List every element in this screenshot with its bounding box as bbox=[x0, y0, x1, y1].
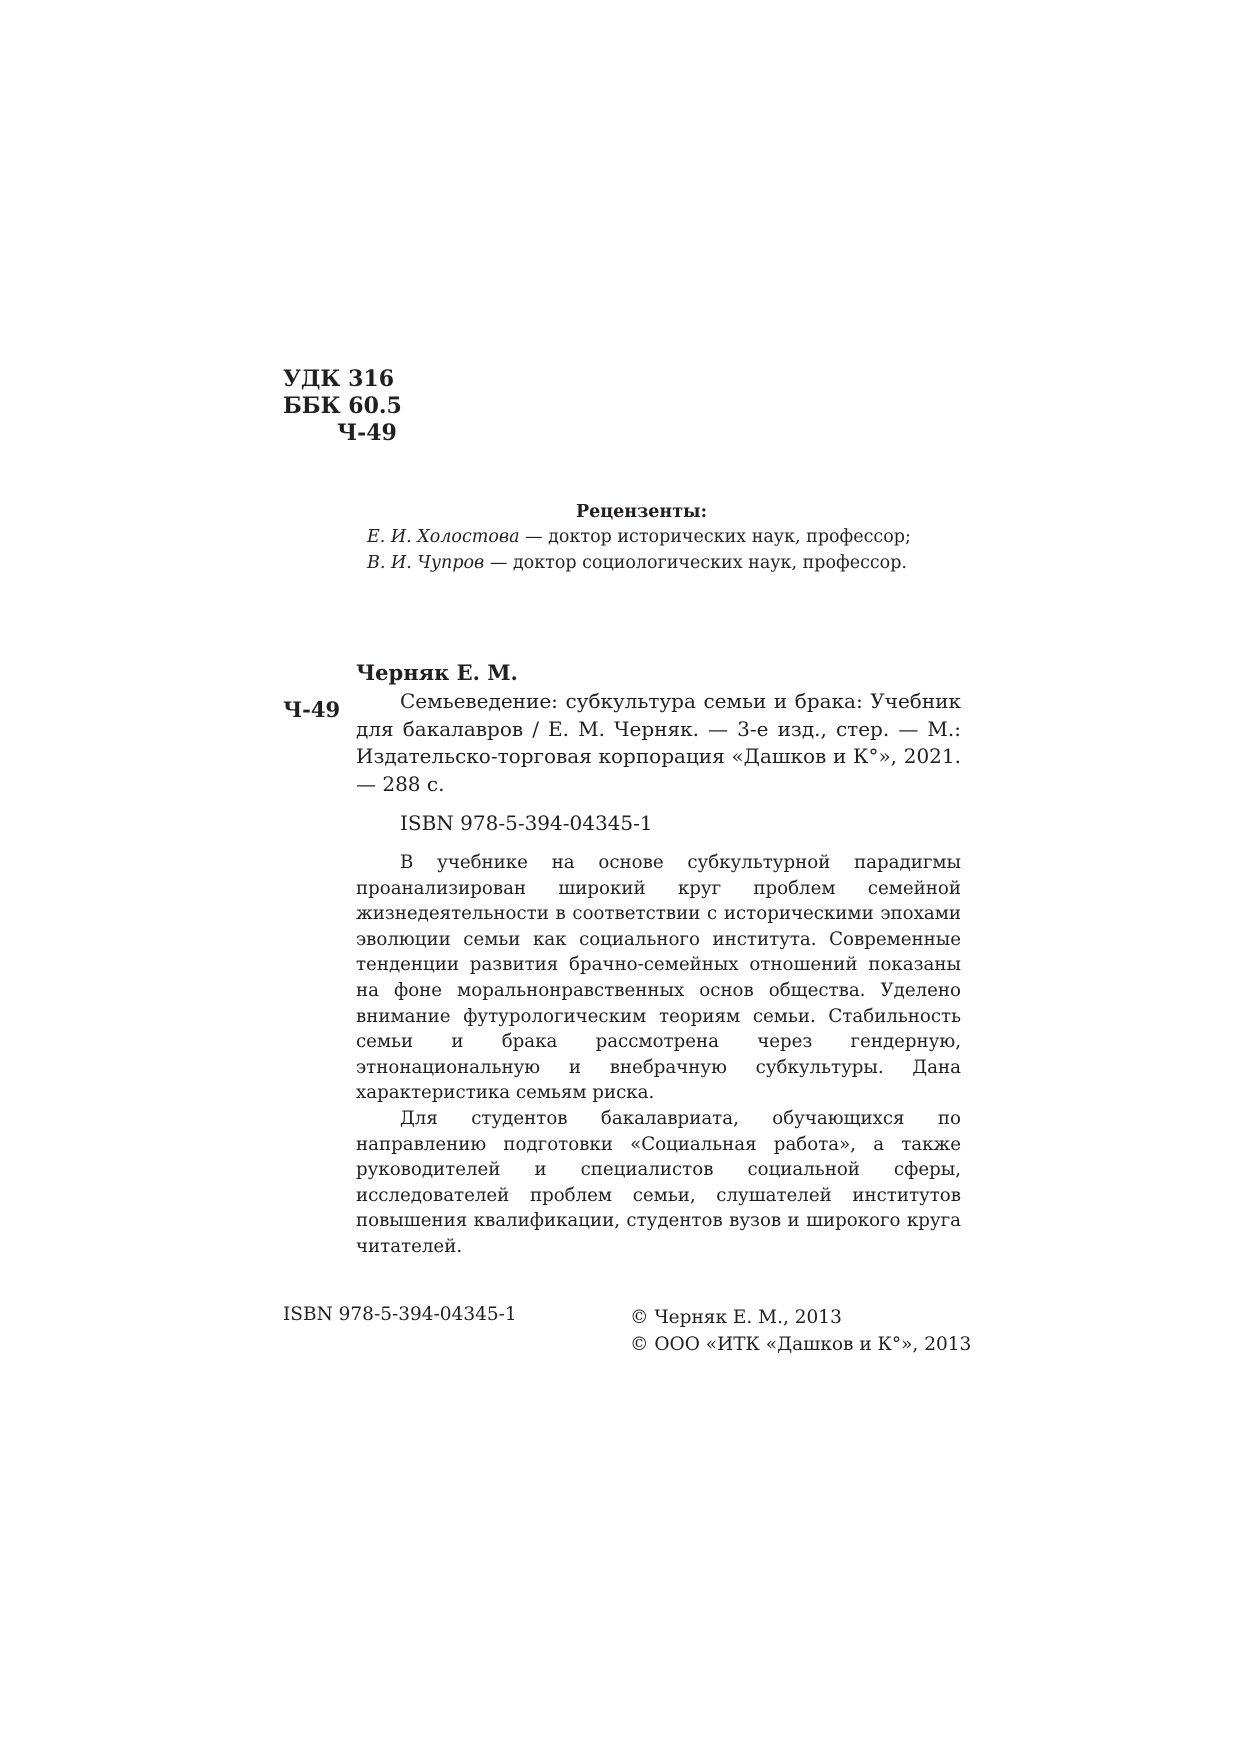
reviewer-2 bbox=[367, 551, 907, 576]
reviewer-2-name: В. И. Чупров bbox=[367, 553, 485, 573]
abstract-paragraph: В учебнике на основе субкультурной парадигмы проанализирован широкий круг проблем семейной жизнедеятельности в соответствии с историческими эпохами эволюции семьи как социального института. Современные тенденции развития брачно-семейных отношений показаны на фоне моральнонравственных основ общества. Уделено внимание футурологическим теориям семьи. Стабильность семьи и брака рассмотрена через гендерную, этнонациональную и внебрачную субкультуры. Дана характеристика семьям риска. bbox=[356, 852, 961, 1104]
footer-isbn: ISBN 978-5-394-04345-1 bbox=[283, 1304, 517, 1325]
record-isbn: ISBN 978-5-394-04345-1 bbox=[400, 811, 653, 835]
reviewer-2-role: — доктор социологических наук, профессор. bbox=[489, 553, 907, 573]
classification-codes bbox=[283, 366, 402, 447]
description-text: Семьеведение: субкультура семьи и брака: Учебник для бакалавров / Е. М. Черняк. — 3-е изд., стер. — М.: Издательско-торговая корпорация «Дашков и К°», 2021. — 288 с. bbox=[356, 689, 961, 796]
copyright-author: © Черняк Е. М., 2013 bbox=[630, 1307, 842, 1328]
udc-code: УДК 316 bbox=[283, 366, 395, 392]
bbk-code: ББК 60.5 bbox=[283, 393, 402, 419]
reviewer-1-role: — доктор исторических наук, профессор; bbox=[525, 527, 911, 547]
reviewers-block bbox=[0, 500, 1241, 573]
copyright-publisher: © ООО «ИТК «Дашков и К°», 2013 bbox=[630, 1334, 972, 1355]
reviewer-1-name: Е. И. Холостова bbox=[367, 527, 520, 547]
author-mark: Ч-49 bbox=[337, 420, 397, 446]
bibliographic-description bbox=[356, 688, 961, 838]
reviewer-1 bbox=[367, 525, 911, 550]
side-author-mark: Ч-49 bbox=[283, 697, 341, 722]
abstract bbox=[356, 850, 961, 1260]
abstract-paragraph: Для студентов бакалавриата, обучающихся по направлению подготовки «Социальная работа», а также руководителей и специалистов социальной сферы, исследователей проблем семьи, слушателей институтов повышения квалификации, студентов вузов и широкого круга читателей. bbox=[356, 1107, 961, 1257]
reviewers-title: Рецензенты: bbox=[575, 502, 708, 522]
author-heading: Черняк Е. М. bbox=[356, 660, 518, 685]
copyright-notices bbox=[630, 1304, 971, 1358]
